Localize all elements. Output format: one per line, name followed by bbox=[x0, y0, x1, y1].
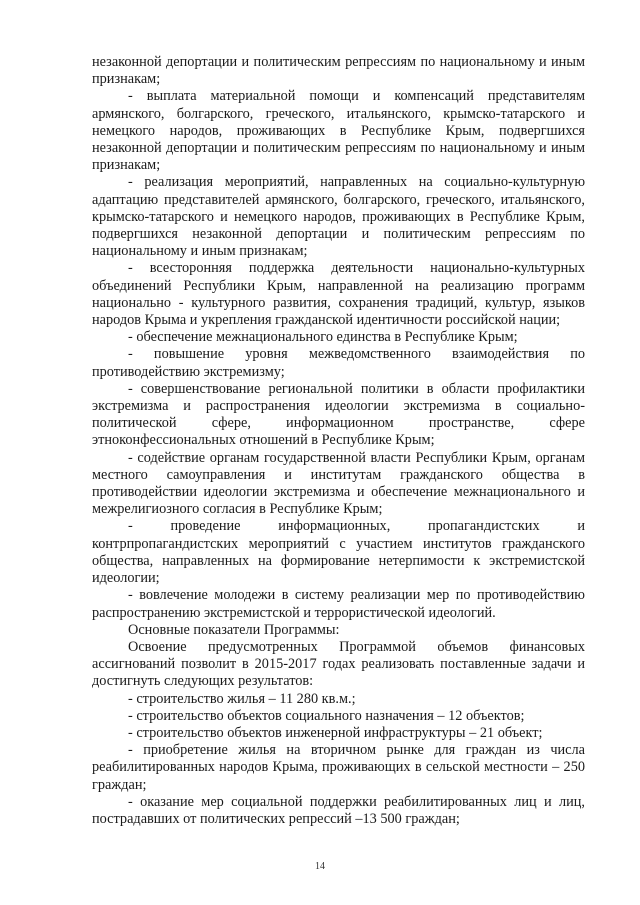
paragraph: - проведение информационных, пропагандистских и контрпропагандистских мероприятий с участием институтов гражданского общества, направленных на формирование нетерпимости к экстремистской идеологии; bbox=[92, 518, 585, 587]
paragraph: - совершенствование региональной политики в области профилактики экстремизма и распространения идеологии экстремизма в социально-политической сфере, информационном пространстве, сфере этноконфессиональных отношений в Республике Крым; bbox=[92, 380, 585, 449]
paragraph: - содействие органам государственной власти Республики Крым, органам местного самоуправления и институтам гражданского общества в противодействии идеологии экстремизма и обеспечение межнационального и межрелигиозного согласия в Республике Крым; bbox=[92, 449, 585, 518]
paragraph: - приобретение жилья на вторичном рынке для граждан из числа реабилитированных народов Крыма, проживающих в сельской местности – 250 граждан; bbox=[92, 742, 585, 793]
paragraph: незаконной депортации и политическим репрессиям по национальному и иным признакам; bbox=[92, 54, 585, 88]
section-heading: Основные показатели Программы: bbox=[128, 621, 340, 638]
paragraph: - строительство объектов инженерной инфраструктуры – 21 объект; bbox=[128, 724, 543, 741]
paragraph: - всесторонняя поддержка деятельности национально-культурных объединений Республики Крым, направленной на реализацию программ национально - культурного развития, сохранения традиций, культур, языков народов Крыма и укрепления гражданской идентичности российской нации; bbox=[92, 260, 585, 329]
paragraph: - реализация мероприятий, направленных на социально-культурную адаптацию представителей армянского, болгарского, греческого, итальянского, крымско-татарского и немецкого народов, проживающих в Республике Крым, подвергшихся незаконной депортации и политическим репрессиям по национальному и иным признакам; bbox=[92, 174, 585, 260]
paragraph: - строительство объектов социального назначения – 12 объектов; bbox=[128, 707, 525, 724]
paragraph: - оказание мер социальной поддержки реабилитированных лиц и лиц, пострадавших от политических репрессий –13 500 граждан; bbox=[92, 793, 585, 827]
paragraph: - обеспечение межнационального единства в Республике Крым; bbox=[128, 329, 518, 346]
paragraph: - строительство жилья – 11 280 кв.м.; bbox=[128, 690, 356, 707]
paragraph: - вовлечение молодежи в систему реализации мер по противодействию распространению экстремистской и террористической идеологий. bbox=[92, 587, 585, 621]
paragraph: - повышение уровня межведомственного взаимодействия по противодействию экстремизму; bbox=[92, 346, 585, 380]
page-number: 14 bbox=[315, 861, 325, 872]
paragraph: Освоение предусмотренных Программой объемов финансовых ассигнований позволит в 2015-2017 годах реализовать поставленные задачи и достигнуть следующих результатов: bbox=[92, 638, 585, 690]
paragraph: - выплата материальной помощи и компенсаций представителям армянского, болгарского, греческого, итальянского, крымско-татарского и немецкого народов, проживающих в Республике Крым, подвергшихся незаконной депортации и политическим репрессиям по национальному и иным признакам; bbox=[92, 88, 585, 174]
document-body bbox=[92, 54, 585, 828]
